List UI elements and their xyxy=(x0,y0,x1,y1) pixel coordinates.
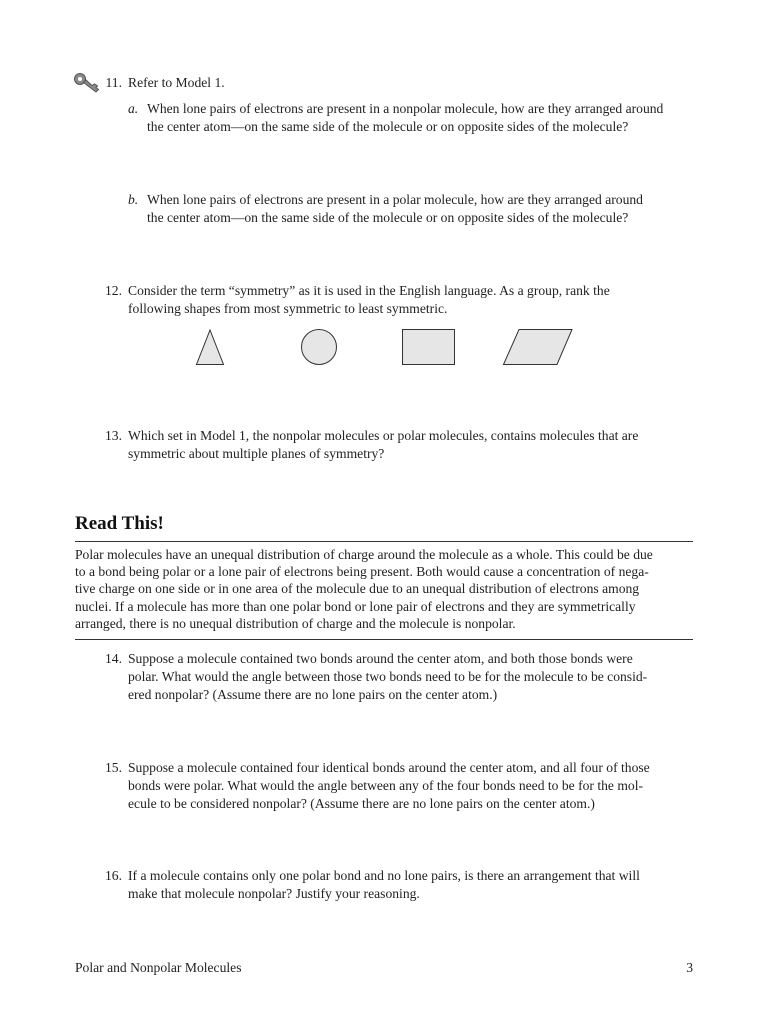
text-line: If a molecule contains only one polar bond and no lone pairs, is there an arrangement that will xyxy=(128,868,640,883)
question-number: 12. xyxy=(105,283,122,298)
question-number: 15. xyxy=(105,760,122,775)
divider xyxy=(75,541,693,542)
circle-shape xyxy=(300,328,338,366)
text-line: to a bond being polar or a lone pair of electrons being present. Both would cause a concentration of nega- xyxy=(75,564,649,580)
divider xyxy=(75,639,693,640)
text-line: the center atom—on the same side of the molecule or on opposite sides of the molecule? xyxy=(147,119,629,134)
question-text xyxy=(128,427,638,463)
text-line: the center atom—on the same side of the molecule or on opposite sides of the molecule? xyxy=(147,210,629,225)
text-line: nuclei. If a molecule has more than one polar bond or lone pair of electrons and they are symmetrically xyxy=(75,598,636,614)
question-text xyxy=(128,867,640,903)
text-line: bonds were polar. What would the angle between any of the four bonds need to be for the mol- xyxy=(128,778,644,793)
question-number: 13. xyxy=(105,428,122,443)
text-line: When lone pairs of electrons are present in a polar molecule, how are they arranged around xyxy=(147,192,643,207)
text-line: When lone pairs of electrons are present in a nonpolar molecule, how are they arranged around xyxy=(147,101,664,116)
rectangle-shape xyxy=(401,328,456,366)
text-line: following shapes from most symmetric to least symmetric. xyxy=(128,301,448,316)
question-text xyxy=(128,759,650,813)
text-line: ecule to be considered nonpolar? (Assume there are no lone pairs on the center atom.) xyxy=(128,796,595,811)
text-line: Suppose a molecule contained four identical bonds around the center atom, and all four of those xyxy=(128,760,650,775)
text-line: arranged, there is no unequal distribution of charge and the molecule is nonpolar. xyxy=(75,615,516,631)
text-line: Consider the term “symmetry” as it is used in the English language. As a group, rank the xyxy=(128,283,610,298)
triangle-shape xyxy=(195,329,225,366)
page-number: 3 xyxy=(686,960,693,975)
text-line: polar. What would the angle between those two bonds need to be for the molecule to be consid- xyxy=(128,669,648,684)
text-line: Polar molecules have an unequal distribution of charge around the molecule as a whole. This could be due xyxy=(75,547,653,562)
text-line: make that molecule nonpolar? Justify your reasoning. xyxy=(128,886,420,901)
subquestion-label: b. xyxy=(128,192,139,207)
question-text xyxy=(128,650,647,704)
subquestion-a-text xyxy=(147,100,663,136)
question-number: 14. xyxy=(105,651,122,666)
subquestion-label: a. xyxy=(128,101,139,116)
parallelogram-shape xyxy=(502,328,574,366)
question-text: Refer to Model 1. xyxy=(128,75,225,90)
text-line: symmetric about multiple planes of symmetry? xyxy=(128,446,385,461)
text-line: Suppose a molecule contained two bonds around the center atom, and both those bonds were xyxy=(128,651,633,666)
question-text xyxy=(128,282,610,318)
text-line: ered nonpolar? (Assume there are no lone pairs on the center atom.) xyxy=(128,687,498,702)
section-heading: Read This! xyxy=(75,513,164,534)
question-number: 11. xyxy=(105,75,122,90)
question-number: 16. xyxy=(105,868,122,883)
subquestion-b-text xyxy=(147,191,643,227)
footer-title: Polar and Nonpolar Molecules xyxy=(75,960,242,975)
text-line: Which set in Model 1, the nonpolar molecules or polar molecules, contains molecules that are xyxy=(128,428,639,443)
read-this-body xyxy=(75,546,693,632)
text-line: tive charge on one side or in one area of the molecule due to an unequal distribution of electrons among xyxy=(75,581,640,597)
